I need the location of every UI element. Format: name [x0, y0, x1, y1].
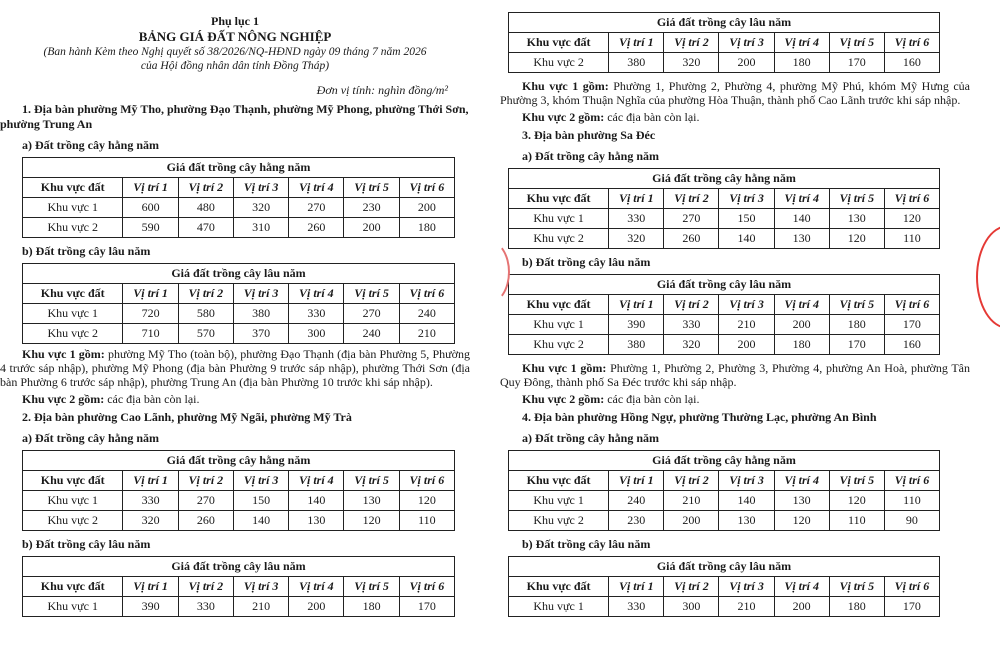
- col-pos3: Vị trí 3: [233, 284, 288, 304]
- col-area: Khu vực đất: [509, 577, 609, 597]
- cell: 200: [719, 335, 774, 355]
- cell: 260: [289, 218, 344, 238]
- table-caption: Giá đất trồng cây lâu năm: [23, 264, 455, 284]
- cell: 720: [123, 304, 178, 324]
- cell: 120: [344, 511, 399, 531]
- col-pos2: Vị trí 2: [178, 577, 233, 597]
- row-label: Khu vực 2: [509, 511, 609, 531]
- col-pos4: Vị trí 4: [774, 295, 829, 315]
- cell: 710: [123, 324, 178, 344]
- section-1-heading: 1. Địa bàn phường Mỹ Tho, phường Đạo Thạnh, phường Mỹ Phong, phường Thới Sơn, phường Trung An: [0, 102, 469, 131]
- col-pos3: Vị trí 3: [719, 189, 774, 209]
- row-label: Khu vực 1: [509, 315, 609, 335]
- cell: 370: [233, 324, 288, 344]
- section-2-kv2-note: Khu vực 2 gồm: các địa bàn còn lại.: [522, 110, 700, 124]
- left-column: [0, 0, 470, 617]
- cell: 240: [609, 491, 664, 511]
- cell: 130: [774, 229, 829, 249]
- cell: 170: [829, 335, 884, 355]
- section-3-perennial-table: [508, 274, 940, 355]
- cell: 270: [664, 209, 719, 229]
- cell: 330: [664, 315, 719, 335]
- table-row: [23, 198, 455, 218]
- table-row: [509, 335, 940, 355]
- col-area: Khu vực đất: [23, 178, 123, 198]
- cell: 110: [399, 511, 454, 531]
- section-1-kv2-note: Khu vực 2 gồm: các địa bàn còn lại.: [22, 392, 200, 406]
- section-1-perennial-table: [22, 263, 455, 344]
- cell: 270: [289, 198, 344, 218]
- col-pos3: Vị trí 3: [233, 178, 288, 198]
- table-caption: Giá đất trồng cây lâu năm: [509, 275, 940, 295]
- cell: 310: [233, 218, 288, 238]
- col-pos5: Vị trí 5: [344, 577, 399, 597]
- right-column: [500, 0, 970, 617]
- cell: 260: [664, 229, 719, 249]
- cell: 260: [178, 511, 233, 531]
- cell: 320: [664, 335, 719, 355]
- col-pos2: Vị trí 2: [664, 295, 719, 315]
- section-3-annual-table: [508, 168, 940, 249]
- table-caption: Giá đất trồng cây hằng năm: [23, 451, 455, 471]
- section-1-kv1-note: Khu vực 1 gồm: phường Mỹ Tho (toàn bộ), phường Đạo Thạnh (địa bàn Phường 5, Phường 4 trước sáp nhập), phường Mỹ Phong (địa bàn Phường 9 trước sáp nhập), phường Thới Sơn (địa bàn Phường 6 trước sáp nhập), phường Trung An (địa bàn Phường 10 trước khi sáp nhập).: [0, 347, 470, 389]
- cell: 140: [233, 511, 288, 531]
- col-pos4: Vị trí 4: [289, 577, 344, 597]
- col-pos6: Vị trí 6: [884, 295, 939, 315]
- section-2-kv1-note: Khu vực 1 gồm: Phường 1, Phường 2, Phường 4, phường Mỹ Phú, khóm Mỹ Hưng của Phường 3, khóm Thuận Nghĩa của phường Hòa Thuận, thành phố Cao Lãnh trước khi sáp nhập.: [500, 79, 971, 107]
- table-row: [509, 209, 940, 229]
- row-label: Khu vực 2: [23, 218, 123, 238]
- section-1-annual-label: a) Đất trồng cây hằng năm: [22, 138, 159, 152]
- table-row: [509, 53, 940, 73]
- section-2-perennial-label: b) Đất trồng cây lâu năm: [22, 537, 151, 551]
- cell: 170: [884, 315, 939, 335]
- section-4-heading: 4. Địa bàn phường Hồng Ngự, phường Thường Lạc, phường An Bình: [522, 410, 877, 424]
- cell: 130: [829, 209, 884, 229]
- cell: 200: [774, 597, 829, 617]
- col-pos1: Vị trí 1: [123, 471, 178, 491]
- cell: 300: [664, 597, 719, 617]
- col-area: Khu vực đất: [509, 189, 609, 209]
- row-label: Khu vực 2: [509, 335, 609, 355]
- cell: 210: [664, 491, 719, 511]
- col-pos3: Vị trí 3: [719, 33, 774, 53]
- unit-label: Đơn vị tính: nghìn đồng/m²: [316, 83, 448, 97]
- table-row: [23, 304, 455, 324]
- cell: 330: [123, 491, 178, 511]
- col-pos6: Vị trí 6: [399, 178, 454, 198]
- section-4-perennial-table: [508, 556, 940, 617]
- cell: 120: [774, 511, 829, 531]
- col-pos3: Vị trí 3: [233, 471, 288, 491]
- col-pos1: Vị trí 1: [123, 284, 178, 304]
- cell: 390: [609, 315, 664, 335]
- row-label: Khu vực 1: [509, 597, 609, 617]
- section-3-heading: 3. Địa bàn phường Sa Đéc: [522, 128, 656, 142]
- col-pos6: Vị trí 6: [399, 471, 454, 491]
- cell: 270: [344, 304, 399, 324]
- cell: 210: [719, 315, 774, 335]
- col-pos4: Vị trí 4: [289, 471, 344, 491]
- col-pos2: Vị trí 2: [664, 471, 719, 491]
- appendix-label: Phụ lục 1: [210, 14, 259, 28]
- cell: 200: [399, 198, 454, 218]
- cell: 160: [884, 53, 939, 73]
- cell: 200: [664, 511, 719, 531]
- cell: 120: [399, 491, 454, 511]
- col-pos6: Vị trí 6: [884, 33, 939, 53]
- row-label: Khu vực 1: [23, 304, 123, 324]
- cell: 210: [399, 324, 454, 344]
- cell: 150: [233, 491, 288, 511]
- cell: 320: [609, 229, 664, 249]
- cell: 160: [884, 335, 939, 355]
- col-pos2: Vị trí 2: [664, 33, 719, 53]
- row-label: Khu vực 1: [23, 198, 123, 218]
- issued-line-1: (Ban hành Kèm theo Nghị quyết số 38/2026/NQ-HĐND ngày 09 tháng 7 năm 2026: [43, 46, 427, 58]
- col-pos4: Vị trí 4: [774, 33, 829, 53]
- cell: 180: [829, 315, 884, 335]
- cell: 210: [233, 597, 288, 617]
- col-area: Khu vực đất: [509, 471, 609, 491]
- section-2-perennial-table-part1: [22, 556, 455, 617]
- seal-fragment-left: [468, 240, 510, 304]
- col-pos4: Vị trí 4: [774, 577, 829, 597]
- table-caption: Giá đất trồng cây lâu năm: [509, 13, 940, 33]
- cell: 140: [774, 209, 829, 229]
- document-title: BẢNG GIÁ ĐẤT NÔNG NGHIỆP: [138, 29, 332, 44]
- cell: 200: [774, 315, 829, 335]
- table-row: [509, 315, 940, 335]
- col-pos1: Vị trí 1: [123, 178, 178, 198]
- cell: 140: [289, 491, 344, 511]
- row-label: Khu vực 1: [23, 491, 123, 511]
- table-row: [509, 597, 940, 617]
- cell: 330: [178, 597, 233, 617]
- col-pos2: Vị trí 2: [178, 178, 233, 198]
- cell: 170: [884, 597, 939, 617]
- col-area: Khu vực đất: [509, 295, 609, 315]
- table-caption: Giá đất trồng cây hằng năm: [509, 169, 940, 189]
- cell: 330: [609, 597, 664, 617]
- section-4-annual-label: a) Đất trồng cây hằng năm: [522, 431, 659, 445]
- col-pos1: Vị trí 1: [609, 295, 664, 315]
- col-pos5: Vị trí 5: [829, 189, 884, 209]
- section-3-annual-label: a) Đất trồng cây hằng năm: [522, 149, 659, 163]
- cell: 330: [609, 209, 664, 229]
- col-pos4: Vị trí 4: [289, 178, 344, 198]
- table-row: [23, 324, 455, 344]
- section-2-annual-label: a) Đất trồng cây hằng năm: [22, 431, 159, 445]
- col-pos5: Vị trí 5: [344, 284, 399, 304]
- cell: 180: [399, 218, 454, 238]
- col-pos2: Vị trí 2: [664, 577, 719, 597]
- table-caption: Giá đất trồng cây hằng năm: [23, 158, 455, 178]
- cell: 320: [123, 511, 178, 531]
- col-area: Khu vực đất: [23, 284, 123, 304]
- table-caption: Giá đất trồng cây lâu năm: [23, 557, 455, 577]
- col-pos5: Vị trí 5: [344, 178, 399, 198]
- cell: 200: [289, 597, 344, 617]
- section-2-perennial-table-part2: [508, 12, 940, 73]
- cell: 110: [884, 229, 939, 249]
- row-label: Khu vực 1: [23, 597, 123, 617]
- row-label: Khu vực 1: [509, 491, 609, 511]
- cell: 300: [289, 324, 344, 344]
- cell: 180: [829, 597, 884, 617]
- section-4-annual-table: [508, 450, 940, 531]
- table-row: [23, 491, 455, 511]
- cell: 240: [344, 324, 399, 344]
- table-caption: Giá đất trồng cây hằng năm: [509, 451, 940, 471]
- cell: 130: [344, 491, 399, 511]
- cell: 590: [123, 218, 178, 238]
- table-row: [509, 491, 940, 511]
- col-pos3: Vị trí 3: [719, 471, 774, 491]
- col-pos5: Vị trí 5: [829, 33, 884, 53]
- cell: 240: [399, 304, 454, 324]
- col-pos2: Vị trí 2: [664, 189, 719, 209]
- cell: 330: [289, 304, 344, 324]
- row-label: Khu vực 1: [509, 209, 609, 229]
- cell: 150: [719, 209, 774, 229]
- row-label: Khu vực 2: [509, 53, 609, 73]
- section-1-annual-table: [22, 157, 455, 238]
- col-pos5: Vị trí 5: [829, 471, 884, 491]
- cell: 170: [829, 53, 884, 73]
- seal-fragment-right: [976, 225, 1000, 329]
- cell: 90: [884, 511, 939, 531]
- cell: 120: [829, 229, 884, 249]
- section-3-perennial-label: b) Đất trồng cây lâu năm: [522, 255, 651, 269]
- table-caption: Giá đất trồng cây lâu năm: [509, 557, 940, 577]
- table-row: [509, 511, 940, 531]
- col-pos1: Vị trí 1: [609, 189, 664, 209]
- row-label: Khu vực 2: [23, 324, 123, 344]
- col-pos6: Vị trí 6: [884, 577, 939, 597]
- col-pos1: Vị trí 1: [609, 471, 664, 491]
- col-pos6: Vị trí 6: [399, 577, 454, 597]
- table-row: [23, 218, 455, 238]
- cell: 390: [123, 597, 178, 617]
- col-area: Khu vực đất: [509, 33, 609, 53]
- section-1-perennial-label: b) Đất trồng cây lâu năm: [22, 244, 151, 258]
- section-2-annual-table: [22, 450, 455, 531]
- cell: 320: [664, 53, 719, 73]
- cell: 130: [719, 511, 774, 531]
- col-pos5: Vị trí 5: [829, 295, 884, 315]
- cell: 120: [884, 209, 939, 229]
- row-label: Khu vực 2: [23, 511, 123, 531]
- cell: 180: [344, 597, 399, 617]
- cell: 380: [609, 53, 664, 73]
- table-row: [23, 597, 455, 617]
- table-row: [23, 511, 455, 531]
- col-pos1: Vị trí 1: [123, 577, 178, 597]
- col-pos6: Vị trí 6: [884, 189, 939, 209]
- col-pos4: Vị trí 4: [289, 284, 344, 304]
- col-pos6: Vị trí 6: [884, 471, 939, 491]
- cell: 200: [344, 218, 399, 238]
- col-pos5: Vị trí 5: [344, 471, 399, 491]
- cell: 180: [774, 335, 829, 355]
- cell: 120: [829, 491, 884, 511]
- col-pos5: Vị trí 5: [829, 577, 884, 597]
- col-pos6: Vị trí 6: [399, 284, 454, 304]
- cell: 380: [233, 304, 288, 324]
- row-label: Khu vực 2: [509, 229, 609, 249]
- col-pos4: Vị trí 4: [774, 471, 829, 491]
- section-3-kv1-note: Khu vực 1 gồm: Phường 1, Phường 2, Phường 3, Phường 4, phường An Hoà, phường Tân Quy Đông, thành phố Sa Đéc trước khi sáp nhập.: [500, 361, 970, 389]
- cell: 230: [609, 511, 664, 531]
- cell: 110: [829, 511, 884, 531]
- col-area: Khu vực đất: [23, 471, 123, 491]
- section-4-perennial-label: b) Đất trồng cây lâu năm: [522, 537, 651, 551]
- cell: 130: [289, 511, 344, 531]
- cell: 230: [344, 198, 399, 218]
- cell: 380: [609, 335, 664, 355]
- cell: 580: [178, 304, 233, 324]
- cell: 270: [178, 491, 233, 511]
- col-pos1: Vị trí 1: [609, 577, 664, 597]
- cell: 110: [884, 491, 939, 511]
- cell: 180: [774, 53, 829, 73]
- cell: 130: [774, 491, 829, 511]
- cell: 570: [178, 324, 233, 344]
- cell: 140: [719, 229, 774, 249]
- cell: 600: [123, 198, 178, 218]
- cell: 170: [399, 597, 454, 617]
- cell: 210: [719, 597, 774, 617]
- cell: 140: [719, 491, 774, 511]
- col-area: Khu vực đất: [23, 577, 123, 597]
- col-pos1: Vị trí 1: [609, 33, 664, 53]
- issued-line-2: của Hội đồng nhân dân tỉnh Đồng Tháp): [140, 60, 330, 72]
- col-pos3: Vị trí 3: [233, 577, 288, 597]
- cell: 200: [719, 53, 774, 73]
- col-pos2: Vị trí 2: [178, 284, 233, 304]
- col-pos4: Vị trí 4: [774, 189, 829, 209]
- section-2-heading: 2. Địa bàn phường Cao Lãnh, phường Mỹ Ngãi, phường Mỹ Trà: [22, 410, 352, 424]
- cell: 470: [178, 218, 233, 238]
- cell: 320: [233, 198, 288, 218]
- col-pos3: Vị trí 3: [719, 577, 774, 597]
- table-row: [509, 229, 940, 249]
- col-pos3: Vị trí 3: [719, 295, 774, 315]
- cell: 480: [178, 198, 233, 218]
- col-pos2: Vị trí 2: [178, 471, 233, 491]
- section-3-kv2-note: Khu vực 2 gồm: các địa bàn còn lại.: [522, 392, 700, 406]
